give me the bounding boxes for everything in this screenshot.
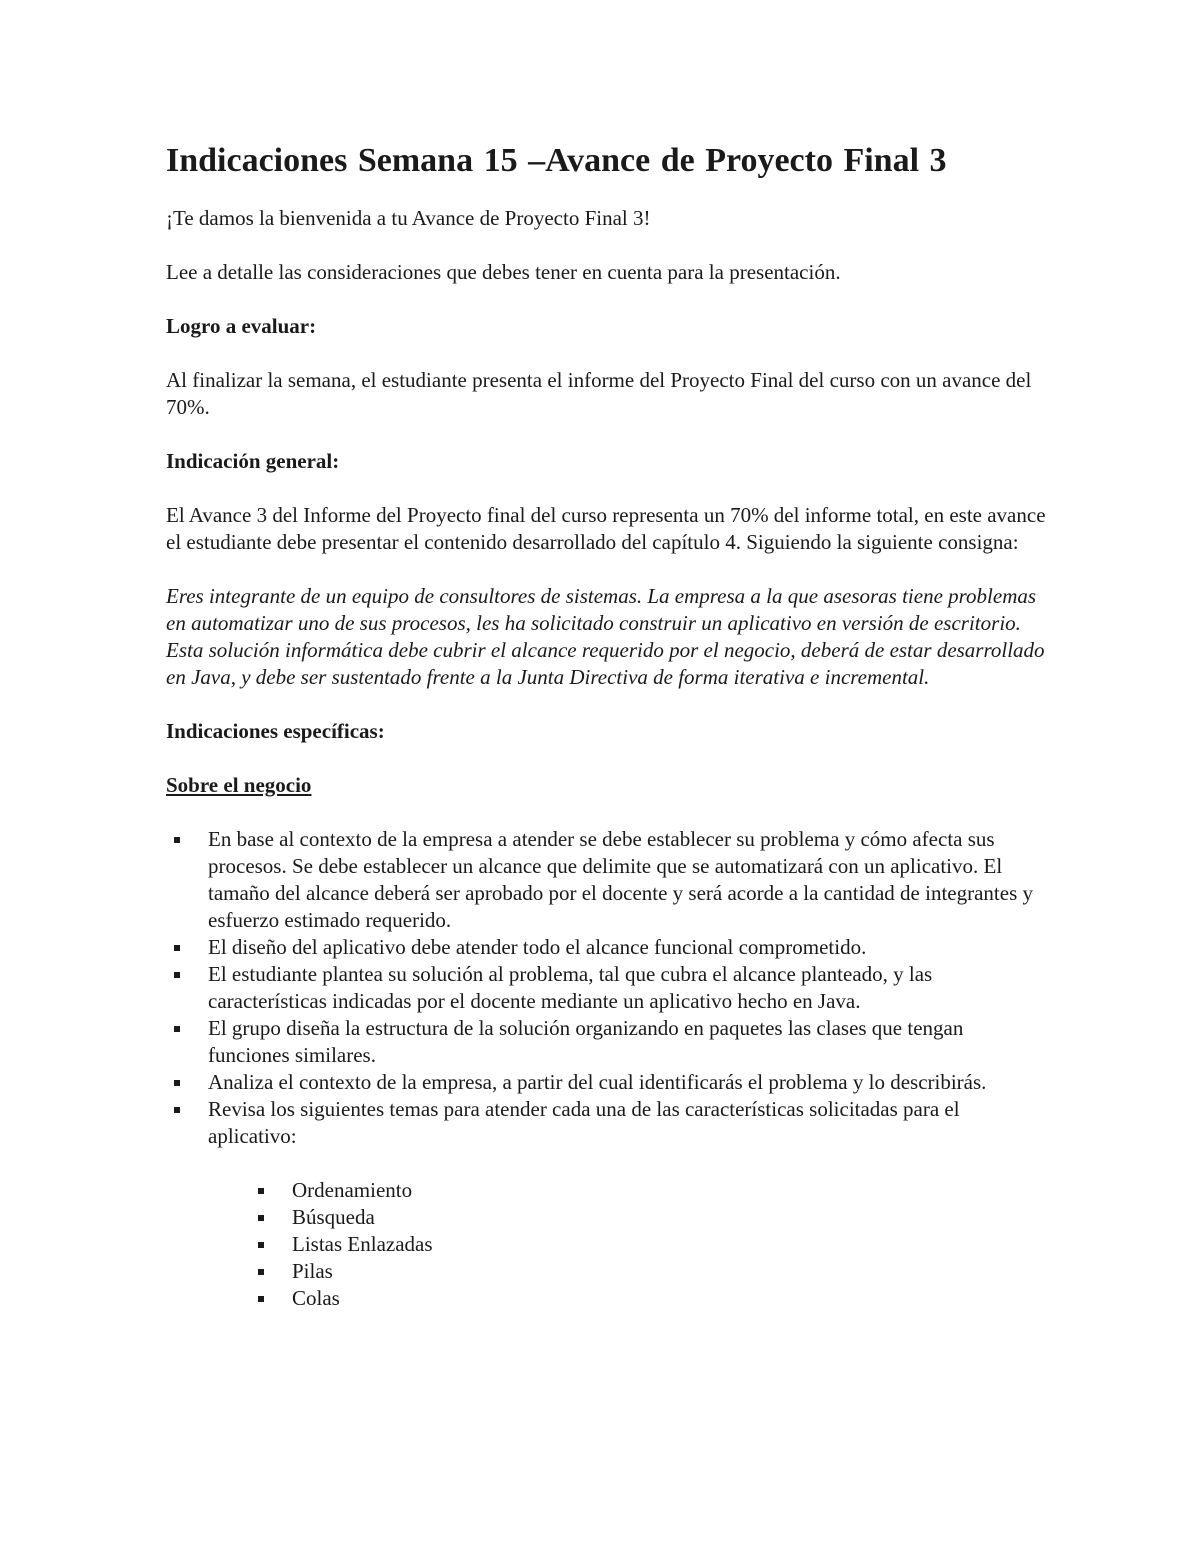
tema-item: Pilas	[208, 1258, 1046, 1285]
tema-item: Colas	[208, 1285, 1046, 1312]
temas-list	[208, 1177, 1046, 1312]
intro-text: Lee a detalle las consideraciones que debes tener en cuenta para la presentación.	[166, 260, 841, 284]
document-title: Indicaciones Semana 15 –Avance de Proyecto Final 3	[166, 142, 947, 179]
tema-item: Listas Enlazadas	[208, 1231, 1046, 1258]
especificas-heading: Indicaciones específicas:	[166, 719, 385, 743]
bullet-item-temas	[166, 1096, 1046, 1312]
bullet-item: El grupo diseña la estructura de la solución organizando en paquetes las clases que tengan funciones similares.	[166, 1015, 1046, 1069]
logro-heading: Logro a evaluar:	[166, 314, 317, 338]
bullet-item: El estudiante plantea su solución al problema, tal que cubra el alcance planteado, y las características indicadas por el docente mediante un aplicativo hecho en Java.	[166, 961, 1046, 1015]
welcome-text: ¡Te damos la bienvenida a tu Avance de Proyecto Final 3!	[166, 206, 651, 230]
logro-text: Al finalizar la semana, el estudiante presenta el informe del Proyecto Final del curso con un avance del 70%.	[166, 368, 1032, 419]
negocio-bullet-list	[166, 826, 1046, 1312]
general-text: El Avance 3 del Informe del Proyecto final del curso representa un 70% del informe total, en este avance el estudiante debe presentar el contenido desarrollado del capítulo 4. Siguiendo la siguiente consigna:	[166, 503, 1046, 554]
general-heading: Indicación general:	[166, 449, 340, 473]
bullet-item-text: Revisa los siguientes temas para atender cada una de las características solicitadas para el aplicativo:	[208, 1097, 960, 1148]
bullet-item: El diseño del aplicativo debe atender todo el alcance funcional comprometido.	[166, 934, 1046, 961]
tema-item: Ordenamiento	[208, 1177, 1046, 1204]
document-page	[166, 140, 1046, 1312]
bullet-item: Analiza el contexto de la empresa, a partir del cual identificarás el problema y lo describirás.	[166, 1069, 1046, 1096]
consigna-text: Eres integrante de un equipo de consultores de sistemas. La empresa a la que asesoras tiene problemas en automatizar uno de sus procesos, les ha solicitado construir un aplicativo en versión de escritorio. Esta solución informática debe cubrir el alcance requerido por el negocio, deberá de estar desarrollado en Java, y debe ser sustentado frente a la Junta Directiva de forma iterativa e incremental.	[166, 584, 1045, 689]
tema-item: Búsqueda	[208, 1204, 1046, 1231]
bullet-item: En base al contexto de la empresa a atender se debe establecer su problema y cómo afecta sus procesos. Se debe establecer un alcance que delimite que se automatizará con un aplicativo. El tamaño del alcance deberá ser aprobado por el docente y será acorde a la cantidad de integrantes y esfuerzo estimado requerido.	[166, 826, 1046, 934]
negocio-heading: Sobre el negocio	[166, 773, 312, 797]
